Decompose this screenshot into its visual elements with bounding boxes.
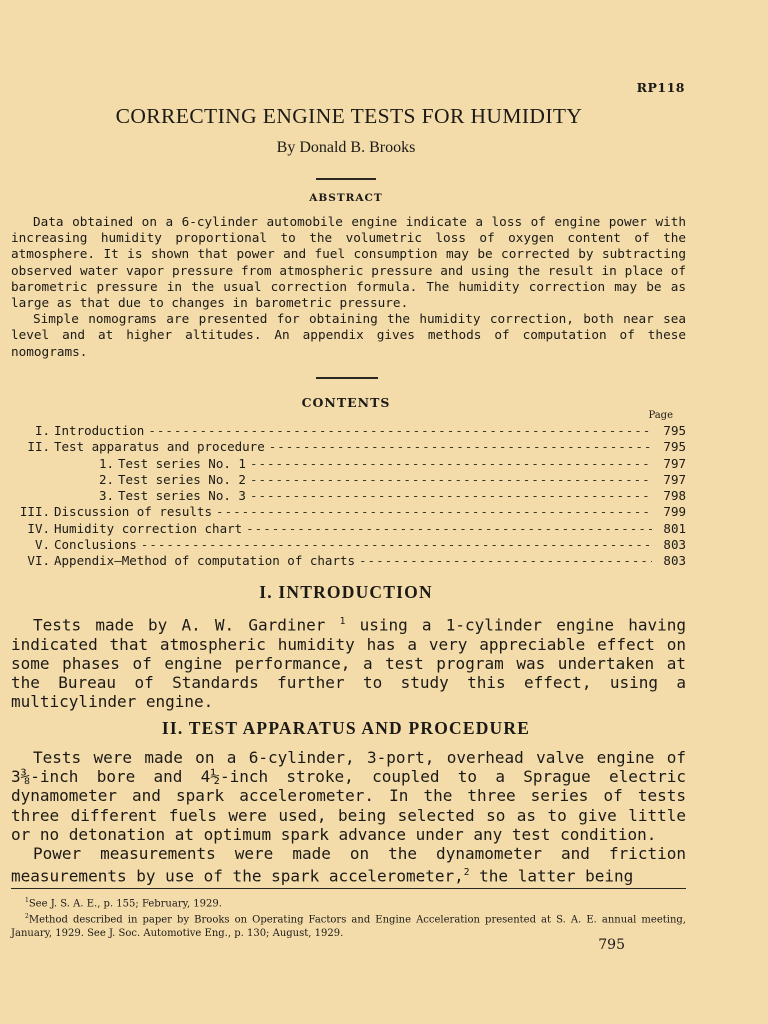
toc-row bbox=[10, 456, 686, 472]
abstract-paragraph-1: Data obtained on a 6-cylinder automobile engine indicate a loss of engine power with increasing humidity proportional to the volumetric loss of oxygen content of the atmosphere. It is shown that power and fuel consumption may be corrected by subtracting observed water vapor pressure from atmospheric pressure and using the result in place of barometric pressure in the usual correction formula. The humidity correction may be as large as that due to changes in barometric pressure. bbox=[11, 214, 686, 311]
toc-page-number: 797 bbox=[663, 455, 686, 471]
toc-page-number: 797 bbox=[663, 471, 686, 487]
toc-row bbox=[10, 472, 686, 488]
toc-page-number: 803 bbox=[663, 537, 686, 553]
paper-title: CORRECTING ENGINE TESTS FOR HUMIDITY bbox=[115, 104, 583, 128]
toc-title: Discussion of results bbox=[54, 504, 213, 520]
toc-title: Appendix—Method of computation of charts bbox=[54, 553, 356, 569]
toc-number: I. bbox=[34, 423, 50, 438]
apparatus-text-b: the latter being bbox=[469, 866, 634, 886]
footnote-ref-1: 1 bbox=[339, 616, 346, 627]
toc-number: III. bbox=[19, 504, 50, 520]
footnote-2-text: Method described in paper by Brooks on Operating Factors and Engine Acceleration presented at S. A. E. annual meeting, January, 1929. See J. Soc. Automotive Eng., p. 130; August, 1929. bbox=[11, 914, 686, 939]
toc-title: Introduction bbox=[54, 423, 145, 438]
abstract-body bbox=[11, 214, 686, 360]
toc-row bbox=[10, 439, 686, 455]
toc-row bbox=[10, 488, 686, 504]
page-number: 795 bbox=[598, 937, 625, 953]
toc-leader bbox=[269, 439, 652, 454]
toc-title: Test series No. 2 bbox=[118, 471, 246, 487]
toc-row bbox=[10, 553, 686, 569]
introduction-paragraph bbox=[11, 612, 686, 711]
toc-leader bbox=[148, 423, 652, 438]
toc-title: Humidity correction chart bbox=[54, 520, 243, 536]
apparatus-text-a: Power measurements were made on the dynamometer and friction measurements by use of the spark accelerometer, bbox=[11, 844, 686, 886]
toc-page-number: 803 bbox=[663, 553, 686, 569]
toc-leader bbox=[250, 472, 652, 487]
toc-page-number: 801 bbox=[663, 520, 686, 536]
footnotes bbox=[11, 894, 686, 940]
footnote-1-mark: 1 bbox=[25, 897, 29, 904]
toc-row bbox=[10, 504, 686, 520]
toc-page-number: 799 bbox=[663, 504, 686, 520]
toc-row bbox=[10, 423, 686, 439]
divider-abstract bbox=[316, 377, 378, 379]
toc-row bbox=[10, 521, 686, 537]
introduction-body bbox=[11, 612, 686, 711]
divider-top bbox=[316, 178, 376, 180]
footnote-1-text: See J. S. A. E., p. 155; February, 1929. bbox=[28, 898, 222, 910]
toc-title: Test series No. 3 bbox=[118, 488, 246, 504]
toc-leader bbox=[250, 488, 652, 503]
toc-number: IV. bbox=[27, 520, 50, 536]
toc-leader bbox=[216, 504, 652, 519]
toc-leader bbox=[141, 537, 652, 552]
toc-number: VI. bbox=[27, 553, 50, 569]
contents-heading: CONTENTS bbox=[301, 395, 391, 410]
contents-page-label: Page bbox=[648, 410, 673, 421]
toc-leader bbox=[359, 553, 652, 568]
toc-leader bbox=[250, 456, 652, 471]
toc-page-number: 798 bbox=[663, 488, 686, 504]
toc-number: II. bbox=[27, 439, 50, 455]
toc-title: Test apparatus and procedure bbox=[54, 439, 265, 455]
toc-title: Conclusions bbox=[54, 537, 137, 553]
apparatus-paragraph-2 bbox=[11, 844, 686, 886]
apparatus-paragraph-1: Tests were made on a 6-cylinder, 3-port, overhead valve engine of 3⅜-inch bore and 4½-inch stroke, coupled to a Sprague electric dynamometer and spark accelerometer. In the three series of tests three different fuels were used, being selected so as to give little or no detonation at optimum spark advance under any test condition. bbox=[11, 748, 686, 844]
footnote-2-mark: 2 bbox=[25, 913, 29, 921]
section-heading-apparatus: II. TEST APPARATUS AND PROCEDURE bbox=[161, 718, 531, 738]
apparatus-body bbox=[11, 748, 686, 886]
footnote-2 bbox=[11, 910, 686, 939]
intro-text-b: using a 1-cylinder engine having indicated that atmospheric humidity has a very appreciable effect on some phases of engine performance, a test program was undertaken at the Bureau of Standards further to study this effect, using a multicylinder engine. bbox=[11, 615, 686, 712]
abstract-paragraph-2: Simple nomograms are presented for obtaining the humidity correction, both near sea level and at higher altitudes. An appendix gives methods of computation of these nomograms. bbox=[11, 311, 686, 359]
section-heading-introduction: I. INTRODUCTION bbox=[259, 582, 433, 602]
table-of-contents bbox=[10, 423, 686, 570]
toc-page-number: 795 bbox=[663, 439, 686, 455]
toc-number: 3. bbox=[98, 488, 114, 504]
author-line: By Donald B. Brooks bbox=[276, 139, 416, 156]
report-id: RP118 bbox=[636, 80, 685, 95]
toc-number: 2. bbox=[98, 471, 114, 487]
abstract-heading: ABSTRACT bbox=[309, 192, 383, 204]
intro-text-a: Tests made by A. W. Gardiner bbox=[33, 615, 340, 635]
toc-number: 1. bbox=[98, 455, 114, 471]
toc-number: V. bbox=[34, 537, 50, 553]
toc-page-number: 795 bbox=[663, 423, 686, 438]
footnote-rule bbox=[11, 888, 686, 889]
toc-row bbox=[10, 537, 686, 553]
toc-title: Test series No. 1 bbox=[118, 455, 246, 471]
footnote-ref-2: 2 bbox=[463, 867, 470, 879]
toc-leader bbox=[246, 521, 652, 536]
footnote-1 bbox=[11, 894, 686, 910]
